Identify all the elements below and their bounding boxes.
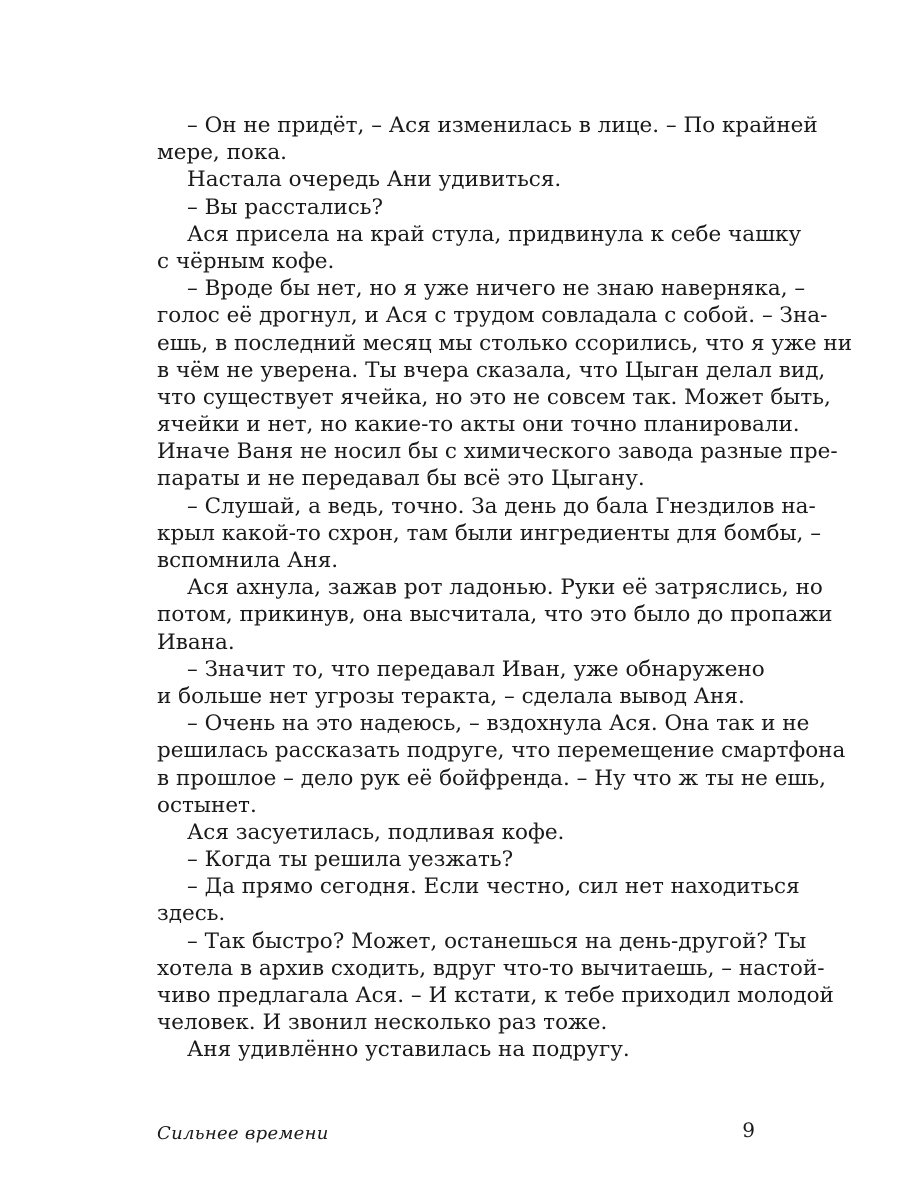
text-line: – Так быстро? Может, останешься на день-другой? Ты [187, 928, 807, 954]
text-line: с чёрным кофе. [157, 248, 335, 274]
text-line: хотела в архив сходить, вдруг что-то вычитаешь, – настой- [157, 955, 825, 981]
text-line: ешь, в последний месяц мы столько ссорились, что я уже ни [157, 330, 853, 356]
text-line: чиво предлагала Ася. – И кстати, к тебе приходил молодой [157, 983, 834, 1008]
text-line: и больше нет угрозы теракта, – сделала вывод Аня. [157, 683, 745, 709]
text-line: – Значит то, что передавал Иван, уже обнаружено [187, 656, 765, 682]
text-line: – Очень на это надеюсь, – вздохнула Ася. Она так и не [187, 711, 810, 737]
text-line: – Вы расстались? [187, 194, 383, 220]
text-line: здесь. [157, 901, 226, 927]
text-line: человек. И звонил несколько раз тоже. [157, 1010, 608, 1036]
text-line: решилась рассказать подруге, что перемещение смартфона [157, 738, 846, 764]
text-line: Настала очередь Ани удивиться. [187, 167, 562, 193]
text-line: параты и не передавал бы всё это Цыгану. [157, 466, 645, 492]
text-line: мере, пока. [157, 140, 287, 166]
text-line: Аня удивлённо уставилась на подругу. [187, 1037, 630, 1063]
text-line: – Он не придёт, – Ася изменилась в лице. – По крайней [187, 113, 818, 138]
text-line: вспомнила Аня. [157, 548, 339, 573]
text-line: ячейки и нет, но какие-то акты они точно планировали. [157, 412, 800, 438]
text-line: в прошлое – дело рук её бойфренда. – Ну что ж ты не ешь, [157, 765, 826, 791]
text-line: крыл какой-то схрон, там были ингредиенты для бомбы, – [157, 520, 821, 546]
text-line: Иначе Ваня не носил бы с химического завода разные пре- [157, 439, 838, 465]
body-text [157, 112, 853, 1064]
text-line: – Да прямо сегодня. Если честно, сил нет находиться [187, 874, 800, 900]
text-line: Ивана. [157, 629, 235, 655]
text-line: Ася засуетилась, подливая кофе. [187, 819, 565, 845]
text-line: что существует ячейка, но это не совсем так. Может быть, [157, 384, 831, 410]
text-line: голос её дрогнул, и Ася с трудом совладала с собой. – Зна- [157, 303, 828, 329]
text-line: – Когда ты решила уезжать? [187, 847, 514, 873]
text-line: Ася ахнула, зажав рот ладонью. Руки её затряслись, но [187, 575, 823, 601]
text-line: – Вроде бы нет, но я уже ничего не знаю наверняка, – [187, 276, 806, 302]
text-line: остынет. [157, 792, 257, 818]
text-line: Ася присела на край стула, придвинула к себе чашку [187, 221, 802, 247]
text-line: в чём не уверена. Ты вчера сказала, что Цыган делал вид, [157, 357, 826, 383]
page-number: 9 [742, 1118, 755, 1142]
running-footer-title: Сильнее времени [157, 1123, 329, 1144]
text-line: – Слушай, а ведь, точно. За день до бала Гнездилов на- [187, 493, 816, 519]
text-line: потом, прикинув, она высчитала, что это было до пропажи [157, 602, 833, 628]
